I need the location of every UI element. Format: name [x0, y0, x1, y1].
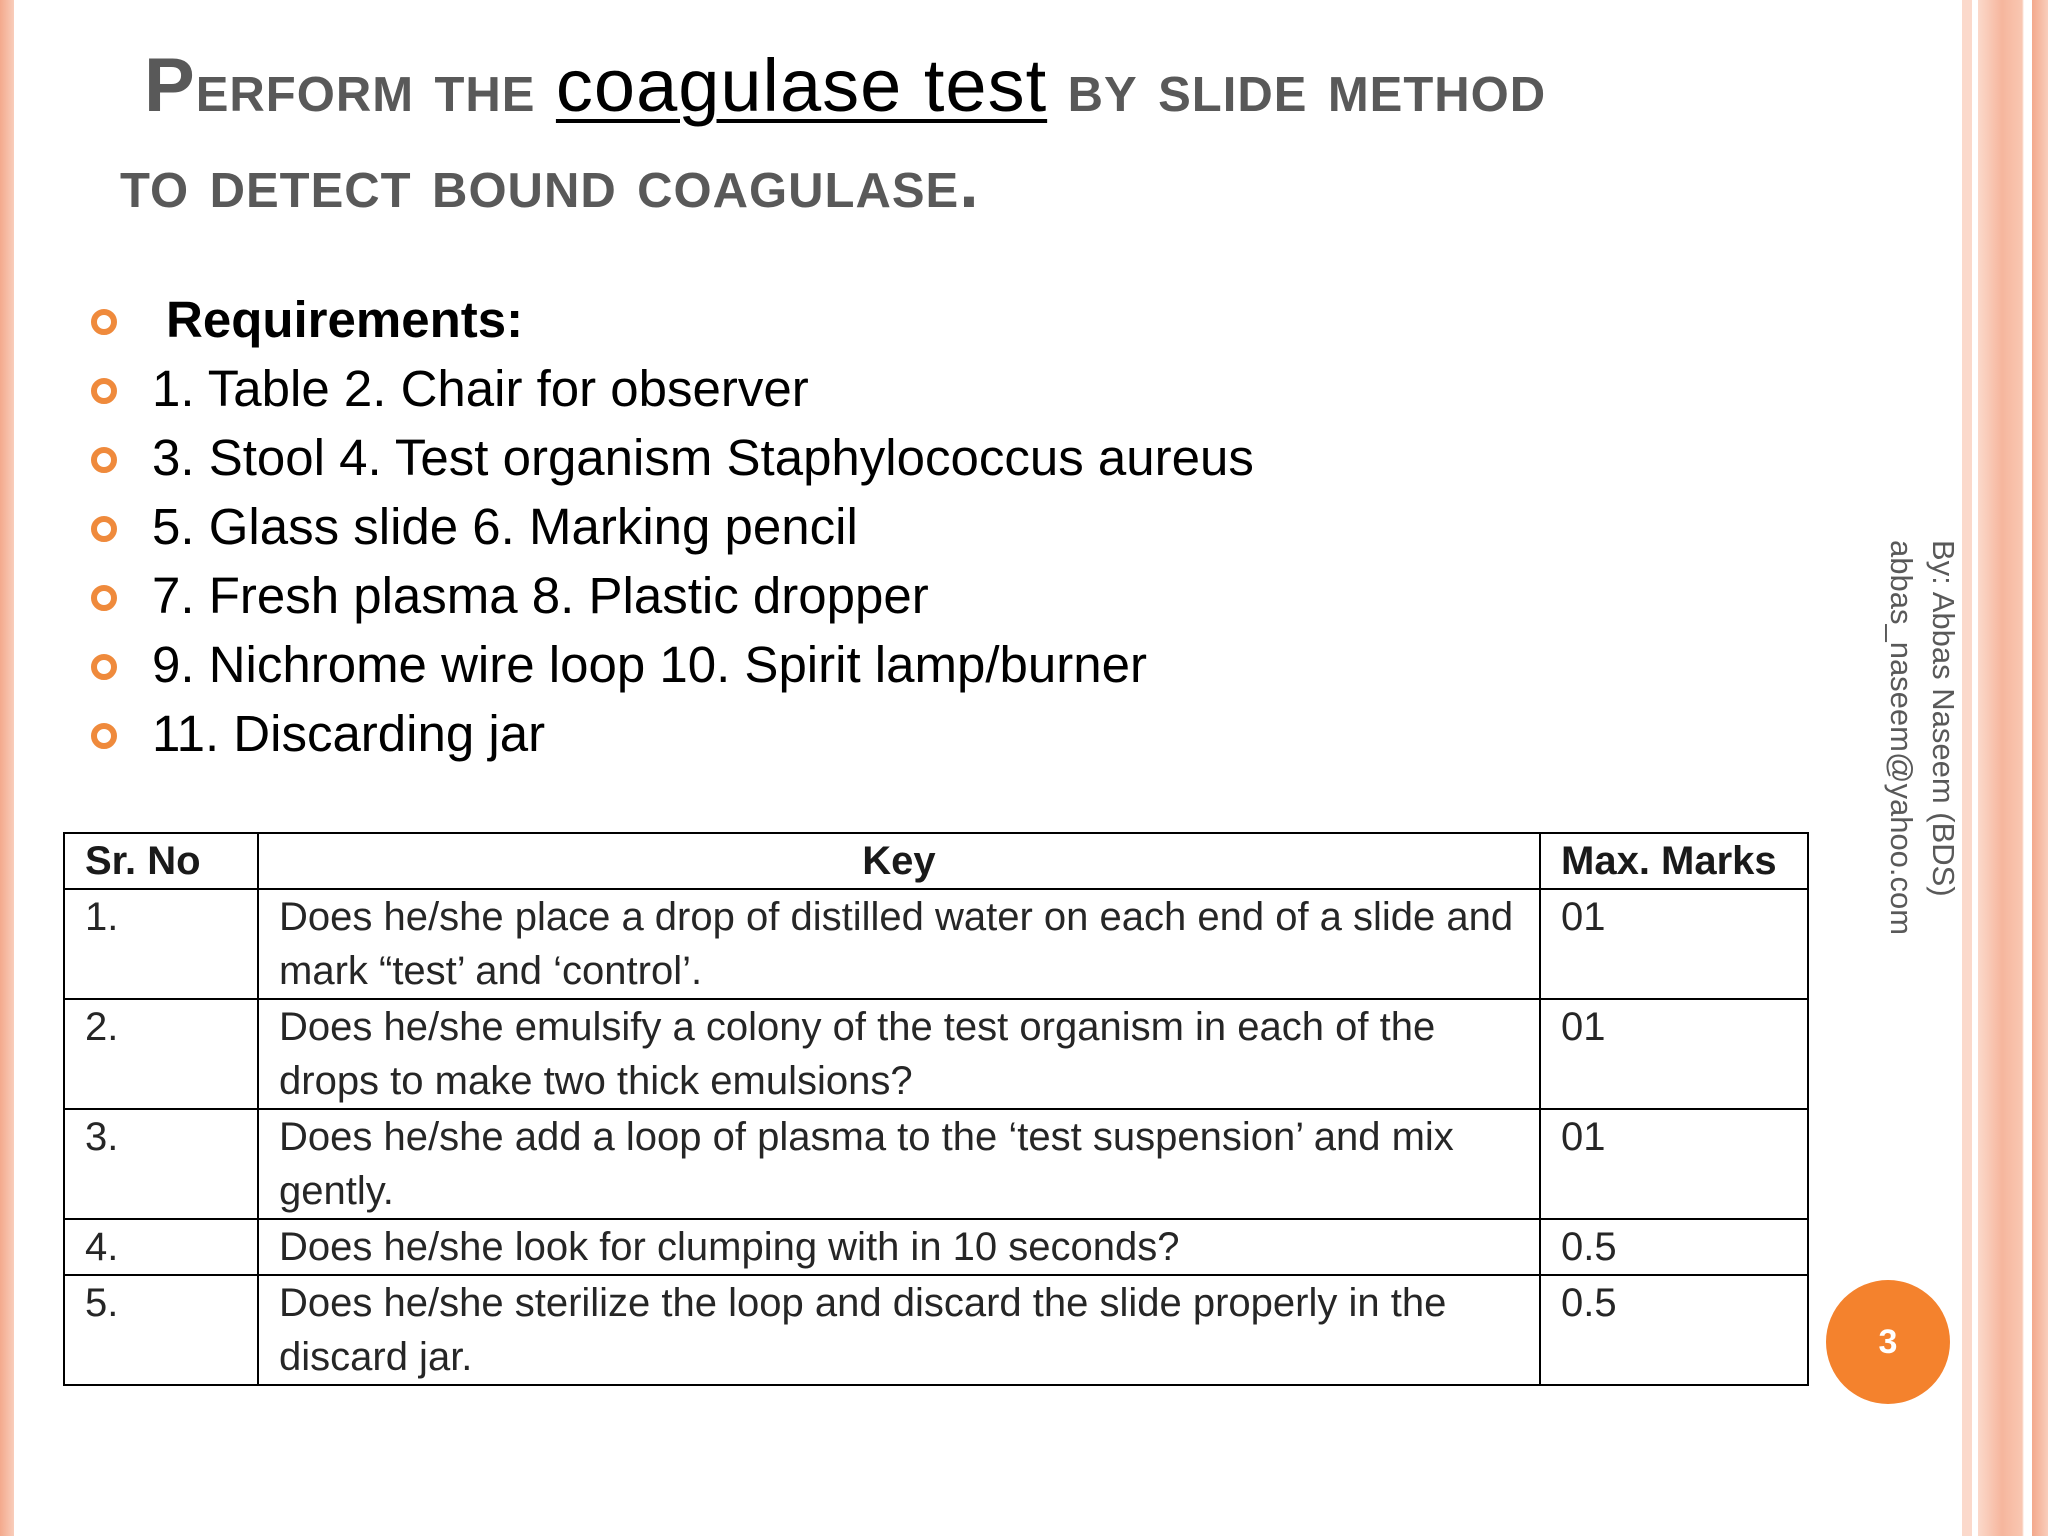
cell-key: Does he/she add a loop of plasma to the ‘test suspension’ and mix gently. — [258, 1109, 1540, 1219]
table-header-row — [64, 833, 1808, 889]
cell-marks: 01 — [1540, 999, 1808, 1109]
table-row — [64, 1219, 1808, 1275]
list-item — [88, 561, 1588, 630]
title-underlined: coagulase test — [555, 44, 1048, 127]
marks-table — [63, 832, 1809, 1386]
cell-marks: 01 — [1540, 889, 1808, 999]
bullet-icon — [91, 585, 117, 611]
title-part-b: by slide method — [1067, 48, 1547, 126]
list-item-text: 5. Glass slide 6. Marking pencil — [152, 498, 858, 555]
cell-marks: 0.5 — [1540, 1275, 1808, 1385]
author-name: By: Abbas Naseem (BDS) — [1926, 540, 1961, 897]
cell-sr: 3. — [64, 1109, 258, 1219]
list-item-text: 11. Discarding jar — [152, 705, 546, 762]
table-row — [64, 889, 1808, 999]
cell-sr: 4. — [64, 1219, 258, 1275]
slide-right-border — [1962, 0, 2048, 1536]
marks-table-wrapper — [63, 832, 1809, 1386]
table-row — [64, 1275, 1808, 1385]
title-part-a: erform the — [195, 48, 536, 126]
list-item — [88, 492, 1588, 561]
requirements-list — [88, 285, 1588, 768]
bullet-icon — [91, 654, 117, 680]
header-sr-no: Sr. No — [64, 833, 258, 889]
page-number-badge: 3 — [1826, 1280, 1950, 1404]
list-item-text: 3. Stool 4. Test organism Staphylococcus aureus — [152, 429, 1254, 486]
cell-marks: 01 — [1540, 1109, 1808, 1219]
list-item-text: 1. Table 2. Chair for observer — [152, 360, 809, 417]
cell-key: Does he/she place a drop of distilled water on each end of a slide and mark “test’ and ‘control’. — [258, 889, 1540, 999]
slide-left-border — [0, 0, 14, 1536]
list-item — [88, 354, 1588, 423]
list-item — [88, 285, 1588, 354]
list-item — [88, 423, 1588, 492]
bullet-icon — [91, 309, 117, 335]
cell-key: Does he/she emulsify a colony of the test organism in each of the drops to make two thick emulsions? — [258, 999, 1540, 1109]
bullet-icon — [91, 723, 117, 749]
table-row — [64, 999, 1808, 1109]
author-email: abbas_naseem@yahoo.com — [1884, 540, 1919, 936]
title-line-1 — [120, 38, 1760, 135]
list-item — [88, 699, 1588, 768]
cell-key: Does he/she look for clumping with in 10 seconds? — [258, 1219, 1540, 1275]
title-cap-letter: P — [144, 43, 196, 128]
cell-marks: 0.5 — [1540, 1219, 1808, 1275]
list-item-text: Requirements: — [166, 291, 524, 348]
title-line-2: to detect bound coagulase. — [120, 144, 980, 222]
header-max-marks: Max. Marks — [1540, 833, 1808, 889]
list-item-text: 7. Fresh plasma 8. Plastic dropper — [152, 567, 929, 624]
cell-sr: 5. — [64, 1275, 258, 1385]
list-item-text: 9. Nichrome wire loop 10. Spirit lamp/burner — [152, 636, 1147, 693]
bullet-icon — [91, 516, 117, 542]
cell-key: Does he/she sterilize the loop and discard the slide properly in the discard jar. — [258, 1275, 1540, 1385]
author-credit — [1880, 540, 1964, 935]
list-item — [88, 630, 1588, 699]
bullet-icon — [91, 378, 117, 404]
cell-sr: 1. — [64, 889, 258, 999]
header-key: Key — [258, 833, 1540, 889]
bullet-icon — [91, 447, 117, 473]
table-row — [64, 1109, 1808, 1219]
cell-sr: 2. — [64, 999, 258, 1109]
slide-title — [120, 38, 1760, 231]
